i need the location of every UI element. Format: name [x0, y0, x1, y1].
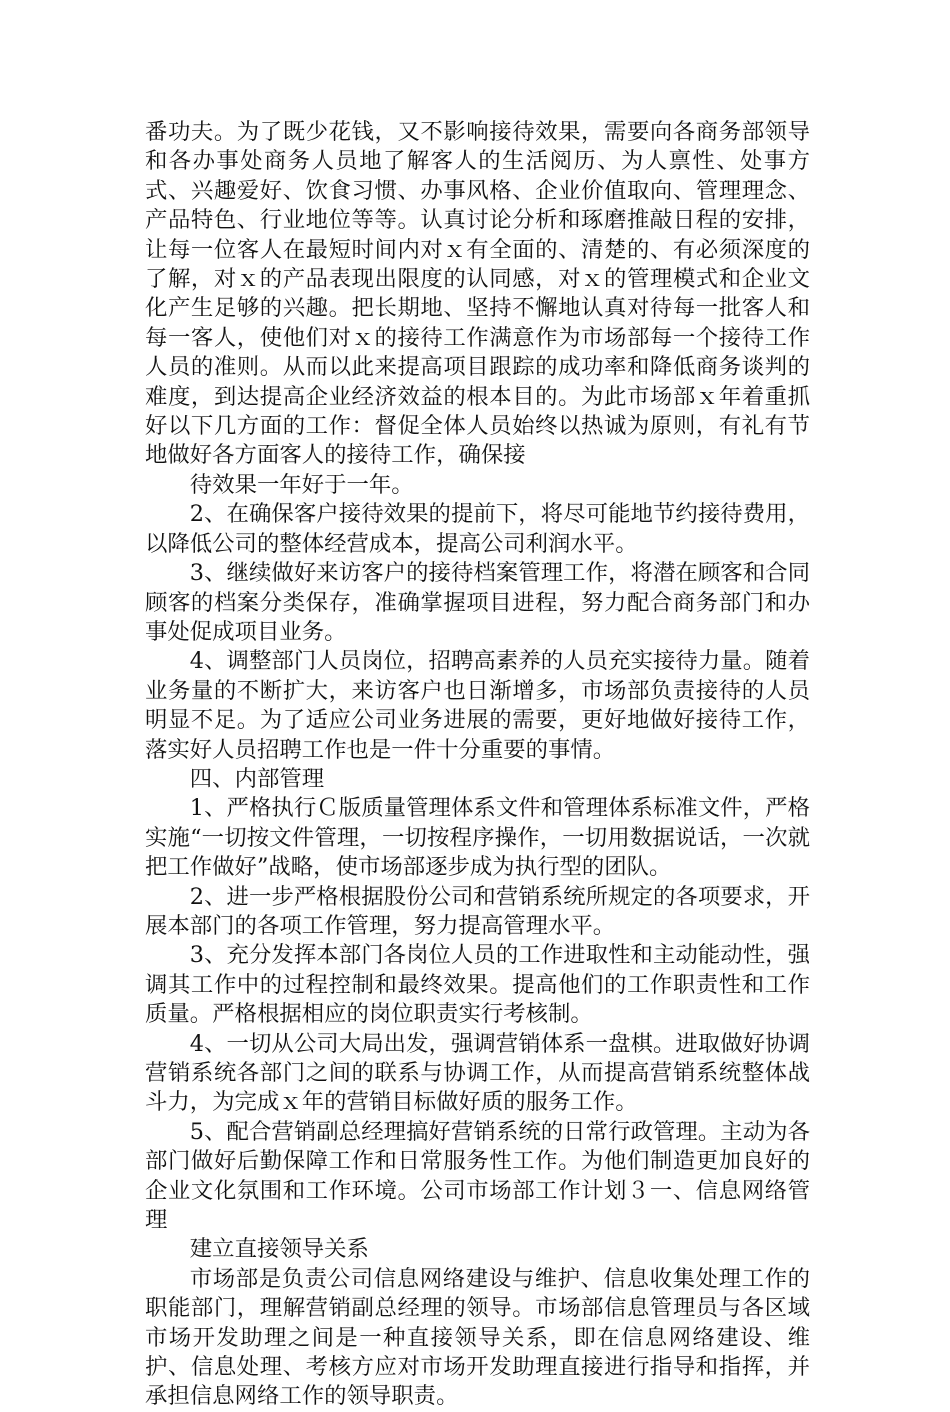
paragraph-10: 4、一切从公司大局出发，强调营销体系一盘棋。进取做好协调营销系统各部门之间的联系与协调工作，从而提高营销系统整体战斗力，为完成ｘ年的营销目标做好质的服务工作。: [145, 1030, 810, 1116]
paragraph-5: 4、调整部门人员岗位，招聘高素养的人员充实接待力量。随着业务量的不断扩大，来访客户也日渐增多，市场部负责接待的人员明显不足。为了适应公司业务进展的需要，更好地做好接待工作，落实好人员招聘工作也是一件十分重要的事情。: [145, 648, 810, 763]
paragraph-4: 3、继续做好来访客户的接待档案管理工作，将潜在顾客和合同顾客的档案分类保存，准确掌握项目进程，努力配合商务部门和办事处促成项目业务。: [145, 560, 810, 645]
paragraph-2: 待效果一年好于一年。: [189, 471, 414, 498]
paragraph-9: 3、充分发挥本部门各岗位人员的工作进取性和主动能动性，强调其工作中的过程控制和最终效果。提高他们的工作职责性和工作质量。严格根据相应的岗位职责实行考核制。: [145, 942, 810, 1028]
paragraph-13: 市场部是负责公司信息网络建设与维护、信息收集处理工作的职能部门，理解营销副总经理的领导。市场部信息管理员与各区域市场开发助理之间是一种直接领导关系，即在信息网络建设、维护、信息处理、考核方应对市场开发助理直接进行指导和指挥，并承担信息网络工作的领导职责。: [145, 1265, 810, 1410]
paragraph-1: 番功夫。为了既少花钱，又不影响接待效果，需要向各商务部领导和各办事处商务人员地了解客人的生活阅历、为人禀性、处事方式、兴趣爱好、饮食习惯、办事风格、企业价值取向、管理理念、产品特色、行业地位等等。认真讨论分析和琢磨推敲日程的安排，让每一位客人在最短时间内对ｘ有全面的、清楚的、有必须深度的了解，对ｘ的产品表现出限度的认同感，对ｘ的管理模式和企业文化产生足够的兴趣。把长期地、坚持不懈地认真对待每一批客人和每一客人，使他们对ｘ的接待工作满意作为市场部每一个接待工作人员的准则。从而以此来提高项目跟踪的成功率和降低商务谈判的难度，到达提高企业经济效益的根本目的。为此市场部ｘ年着重抓好以下几方面的工作：督促全体人员始终以热诚为原则，有礼有节地做好各方面客人的接待工作，确保接: [145, 119, 810, 469]
section-heading-direct-leadership: 建立直接领导关系: [189, 1236, 369, 1263]
paragraph-11: 5、配合营销副总经理搞好营销系统的日常行政管理。主动为各部门做好后勤保障工作和日常服务性工作。为他们制造更加良好的企业文化氛围和工作环境。公司市场部工作计划３一、信息网络管理: [145, 1118, 810, 1234]
section-heading-internal-management: 四、内部管理: [189, 765, 325, 792]
paragraph-3: 2、在确保客户接待效果的提前下，将尽可能地节约接待费用，以降低公司的整体经营成本，提高公司利润水平。: [145, 501, 810, 557]
paragraph-7: 1、严格执行Ｃ版质量管理体系文件和管理体系标准文件，严格实施“一切按文件管理，一切按程序操作，一切用数据说话，一次就把工作做好”战略，使市场部逐步成为执行型的团队。: [145, 795, 810, 881]
document-body: [145, 118, 810, 1412]
paragraph-8: 2、进一步严格根据股份公司和营销系统所规定的各项要求，开展本部门的各项工作管理，努力提高管理水平。: [145, 883, 810, 939]
